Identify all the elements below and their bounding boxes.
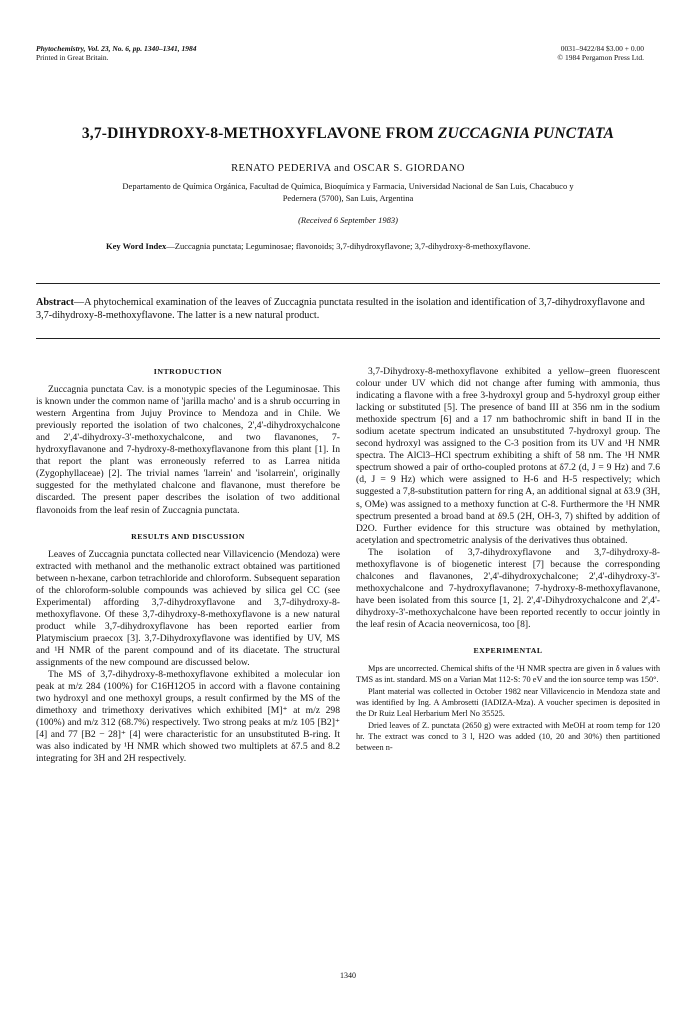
abstract (36, 296, 660, 322)
abstract-label: Abstract (36, 297, 74, 308)
experimental-section (356, 663, 660, 753)
authors: RENATO PEDERIVA and OSCAR S. GIORDANO (231, 163, 465, 174)
title-species: ZUCCAGNIA PUNCTATA (437, 125, 615, 142)
keyword-index (106, 240, 598, 252)
issn-code: 0031–9422/84 $3.00 + 0.00 (560, 44, 644, 53)
results-heading: RESULTS AND DISCUSSION (131, 531, 245, 541)
experimental-paragraph-2: Plant material was collected in October 1982 near Villavicencio in Mendoza state and was identified by Ing. A Ambrosetti (IADIZA-Mza). A voucher specimen is deposited in the Dr Ruiz Leal Herbarium Merl No 35525. (356, 686, 660, 719)
copyright-header (557, 44, 644, 62)
right-column (356, 366, 660, 753)
discussion-paragraph-1: 3,7-Dihydroxy-8-methoxyflavone exhibited a yellow–green fluorescent colour under UV which did not change after fuming with ammonia, thus indicating a flavone with a free 3-hydroxyl group and 5-hydroxyl group either lacking or substituted [5]. The presence of band III at 356 nm in the sodium methoxide spectrum [6] and a 17 nm bathochromic shift in band II in the sodium acetate spectrum indicated an unsubstituted 7-hydroxyl group. The second hydroxyl was assigned to the C-3 position from its UV and ¹H NMR spectra. The AlCl3–HCl spectrum exhibiting a shift of 58 nm. The ¹H NMR spectrum showed a pair of ortho-coupled protons at δ7.2 (d, J = 9 Hz) and 7.6 (d, J = 9 Hz) which were assigned to H-6 and H-5 respectively; which suggested a 7,8-substitution pattern for ring A, an additional signal at δ3.9 (3H, s, OMe) was assigned to a methoxy function at C-8. Furthermore the ¹H NMR spectrum presented a broad band at δ9.5 (2H, OH-3, 7) shifted by addition of D2O. Further evidence for this structure was obtained by methylation, acetylation and spectrometric analysis of the derivatives thus obtained. (356, 366, 661, 546)
introduction-paragraph: Zuccagnia punctata Cav. is a monotypic species of the Leguminosae. This is known under the common name of 'jarilla macho' and is a shrub occurring in western Argentina from Jujuy Province to Mendoza and in Chile. We previously reported the isolation of two chalcones, 2',4'-dihydroxychalcone and 2',4'-dihydroxy-3'-methoxychalcone, and two flavanones, 7-hydroxyflavanone and 7-hydroxy-8-methoxyflavanone from this plant [1]. In that report the plant was erroneously referred to as Larrea nitida (Zygophyllaceae) [2]. The trivial names 'larrein' and 'isolarrein', originally suggested for the methylated chalcone and flavanone, must therefore be discarded. The present paper describes the isolation of two additional flavonoids from the leaf resin of Zuccagnia punctata. (36, 384, 340, 516)
experimental-paragraph-3: Dried leaves of Z. punctata (2650 g) were extracted with MeOH at room temp for 120 hr. The extract was concd to 3 l, H2O was added (10, 20 and 30%) then partitioned between n- (356, 720, 660, 753)
abstract-bottom-rule (36, 338, 660, 339)
keyword-label: Key Word Index (106, 241, 167, 251)
results-paragraph-1: Leaves of Zuccagnia punctata collected near Villavicencio (Mendoza) were extracted with methanol and the methanolic extract obtained was partitioned between n-hexane, carbon tetrachloride and chloroform. Subsequent separation of the chloroform-soluble compounds was achieved by silica gel CC (see Experimental) affording 3,7-dihydroxyflavone and 3,7-dihydroxy-8-methoxyflavone. Of these 3,7-dihydroxy-8-methoxyflavone is a new natural product while 3,7-dihydroxyflavone has been reported earlier from Platymiscium praecox [3]. 3,7-Dihydroxyflavone was identified by UV, MS and ¹H NMR of the parent compound and of its diacetate. The structural assignments of the new compound are discussed below. (36, 548, 340, 669)
affiliation-line-1: Departamento de Química Orgánica, Facultad de Química, Bioquímica y Farmacia, Universidad Nacional de San Luis, Chacabuco y (122, 181, 574, 191)
affiliation-line-2: Pedernera (5700), San Luis, Argentina (282, 192, 414, 203)
abstract-text: —A phytochemical examination of the leaves of Zuccagnia punctata resulted in the isolation and identification of 3,7-dihydroxyflavone and 3,7-dihydroxy-8-methoxyflavone. The latter is a new natural product. (36, 297, 645, 321)
left-column (36, 366, 340, 765)
copyright-notice: © 1984 Pergamon Press Ltd. (557, 53, 644, 62)
page-number: 1340 (340, 971, 356, 980)
journal-header (36, 44, 197, 62)
introduction-heading: INTRODUCTION (153, 367, 223, 376)
discussion-paragraph-2: The isolation of 3,7-dihydroxyflavone and 3,7-dihydroxy-8-methoxyflavone is of biogenetic interest [7] because the corresponding chalcones and flavanones, 2',4'-dihydroxychalcone; 2',4'-dihydroxy-3'-methoxychalcone and 7-hydroxyflavanone; 7-hydroxy-8-methoxyflavanone, have been isolated from this source [1, 2]. 2',4'-Dihydroxychalcone and 2',4'-dihydroxy-3'-methoxychalcone have been reported recently to occur jointly in the leaf resin of Acacia neovernicosa, too [8]. (356, 546, 660, 630)
results-paragraph-2: The MS of 3,7-dihydroxy-8-methoxyflavone exhibited a molecular ion peak at m/z 284 (100%) for C16H12O5 in accord with a flavone containing two hydroxyl and one methoxyl groups, a result confirmed by the MS of the dimethoxy and trimethoxy derivatives which exhibited [M]⁺ at m/z 298 (100%) and m/z 312 (68.7%) respectively. Two strong peaks at m/z 105 [B2]⁺ [4] and 77 [B2 − 28]⁺ [4] were characteristic for an unsubstituted B-ring. It was also indicated by ¹H NMR which showed two multiplets at δ7.5 and 8.2 integrating for 3H and 2H respectively. (36, 669, 340, 765)
title-main: 3,7-DIHYDROXY-8-METHOXYFLAVONE FROM (81, 125, 438, 142)
journal-citation: Phytochemistry, Vol. 23, No. 6, pp. 1340–1341, 1984 (36, 44, 197, 53)
experimental-heading: EXPERIMENTAL (473, 646, 543, 656)
abstract-top-rule (36, 283, 660, 284)
printed-location: Printed in Great Britain. (36, 53, 109, 62)
paper-title (30, 125, 666, 143)
keyword-text: —Zuccagnia punctata; Leguminosae; flavonoids; 3,7-dihydroxyflavone; 3,7-dihydroxy-8-methoxyflavone. (166, 241, 531, 251)
received-date: (Received 6 September 1983) (298, 215, 398, 225)
experimental-paragraph-1: Mps are uncorrected. Chemical shifts of the ¹H NMR spectra are given in δ values with TMS as int. standard. MS on a Varian Mat 112-S: 70 eV and the ion source temp was 150°. (356, 664, 660, 685)
affiliation (36, 181, 660, 204)
